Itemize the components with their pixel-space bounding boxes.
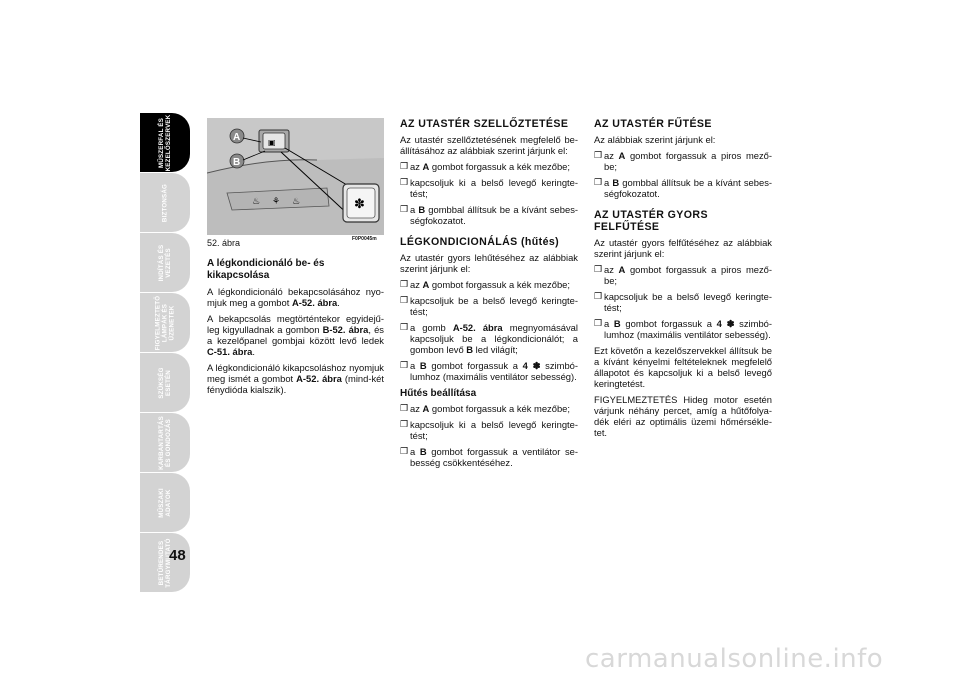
paragraph: Az alábbiak szerint járjunk el: — [594, 134, 716, 145]
tab-karbantartas[interactable] — [140, 413, 190, 472]
svg-text:B: B — [233, 157, 241, 168]
section-heading: Hűtés beállítása — [400, 388, 477, 399]
list-item: ❒ a B gombot forgassuk a 4 ✽ szimbó-lumhoz (maximális ventilátor sebesség). — [400, 360, 578, 382]
tab-label: MŰSZAKI ADATOK — [158, 487, 172, 518]
checkbox-bullet-icon: ❒ — [400, 419, 409, 429]
checkbox-bullet-icon: ❒ — [400, 204, 409, 214]
checkbox-bullet-icon: ❒ — [594, 291, 603, 301]
section-heading: AZ UTASTÉR FŰTÉSE — [594, 118, 712, 130]
list-item: ❒ kapcsoljuk be a belső levegő keringte-tést; — [400, 295, 578, 317]
watermark: carmanualsonline.info — [585, 644, 884, 674]
tab-biztonsag[interactable] — [140, 173, 190, 232]
paragraph: Az utastér gyors lehűtéséhez az alábbiak szerint járjunk el: — [400, 252, 578, 274]
paragraph: Az utastér gyors felfűtéséhez az alábbiak szerint járjunk el: — [594, 237, 772, 259]
tab-muszerfal[interactable] — [140, 113, 190, 172]
checkbox-bullet-icon: ❒ — [400, 446, 409, 456]
chapter-tabs — [140, 113, 190, 593]
tab-label: INDÍTÁS ÉS VEZETÉS — [158, 244, 172, 281]
paragraph: Az utastér szellőztetésének megfelelő be-állításához az alábbiak szerint járjunk el: — [400, 134, 578, 156]
checkbox-bullet-icon: ❒ — [594, 177, 603, 187]
tab-szukseg[interactable] — [140, 353, 190, 412]
tab-inditas[interactable] — [140, 233, 190, 292]
paragraph: Ezt követőn a kezelőszervekkel állítsuk be a kívánt kényelmi feltételeknek megfelelő állapotot és kapcsoljuk ki a belső levegő keringtetést. — [594, 345, 772, 389]
list-item: ❒ az A gombot forgassuk a piros mező-be; — [594, 264, 772, 286]
figure-caption: 52. ábra — [207, 238, 241, 248]
paragraph: A légkondicionáló bekapcsolásához nyo-mjuk meg a gombot A-52. ábra. — [207, 286, 384, 308]
svg-text:♨: ♨ — [292, 197, 301, 207]
list-item: ❒ kapcsoljuk be a belső levegő keringte-tést; — [594, 291, 772, 313]
tab-muszaki[interactable] — [140, 473, 190, 532]
list-item: ❒ a B gombbal állítsuk be a kívánt sebes-ségfokozatot. — [400, 204, 578, 226]
checkbox-bullet-icon: ❒ — [400, 177, 409, 187]
paragraph: A légkondicionáló kikapcsoláshoz nyomjuk meg ismét a gombot A-52. ábra (mind-két fénydióda kialszik). — [207, 362, 384, 395]
tab-figyelmezteto[interactable] — [140, 293, 190, 352]
column-2 — [400, 118, 578, 473]
checkbox-bullet-icon: ❒ — [400, 322, 409, 332]
checkbox-bullet-icon: ❒ — [594, 264, 603, 274]
svg-text:▣: ▣ — [268, 138, 276, 147]
tab-label: MŰSZERFAL ÉS KEZELŐSZERVEK — [158, 114, 172, 171]
list-item: ❒ a B gombbal állítsuk be a kívánt sebes-ségfokozatot. — [594, 177, 772, 199]
checkbox-bullet-icon: ❒ — [594, 318, 603, 328]
page-number: 48 — [169, 547, 186, 564]
section-heading: LÉGKONDICIONÁLÁS (hűtés) — [400, 236, 560, 248]
paragraph: A bekapcsolás megtörténtekor egyidejű-leg kigyulladnak a gombon B-52. ábra, és a kezelőpanel gombjai között levő ledek C-51. ábra. — [207, 313, 384, 357]
list-item: ❒ a gomb A-52. ábra megnyomásával kapcsoljuk be a légkondicionálót; a gombon levő B led világít; — [400, 322, 578, 355]
svg-text:⚘: ⚘ — [272, 197, 281, 207]
section-heading: A légkondicionáló be- és kikapcsolása — [207, 258, 325, 281]
list-item: ❒ a B gombot forgassuk a 4 ✽ szimbó-lumhoz (maximális ventilátor sebesség). — [594, 318, 772, 340]
list-item: ❒ kapcsoljuk ki a belső levegő keringte-tést; — [400, 419, 578, 441]
list-item: ❒ az A gombot forgassuk a kék mezőbe; — [400, 279, 570, 290]
tab-label: BETŰRENDES TÁRGYMUTATÓ — [158, 537, 172, 588]
checkbox-bullet-icon: ❒ — [400, 279, 409, 289]
section-heading: AZ UTASTÉR SZELLŐZTETÉSE — [400, 118, 569, 130]
svg-text:♨: ♨ — [252, 197, 261, 207]
checkbox-bullet-icon: ❒ — [400, 360, 409, 370]
svg-text:✽: ✽ — [354, 197, 365, 212]
fan-icon: ✽ — [532, 360, 541, 371]
checkbox-bullet-icon: ❒ — [400, 403, 409, 413]
figure-code: F0P0045m — [352, 236, 377, 242]
checkbox-bullet-icon: ❒ — [594, 150, 603, 160]
list-item: ❒ az A gombot forgassuk a kék mezőbe; — [400, 403, 570, 414]
fan-icon: ✽ — [726, 318, 735, 329]
column-1 — [207, 258, 384, 400]
tab-label: KARBANTARTÁS ÉS GONDOZÁS — [158, 415, 172, 470]
checkbox-bullet-icon: ❒ — [400, 295, 409, 305]
tab-label: SZÜKSÉG ESETÉN — [158, 366, 172, 399]
figure-52 — [207, 118, 384, 235]
column-3 — [594, 118, 772, 443]
paragraph: FIGYELMEZTETÉS Hideg motor esetén várjunk néhány percet, amíg a hűtőfolya-dék eléri az optimális üzemi hőmérsékle-tet. — [594, 394, 772, 438]
section-heading: AZ UTASTÉR GYORS FELFŰTÉSE — [594, 209, 708, 233]
dashboard-illustration — [207, 118, 384, 235]
list-item: ❒ a B gombot forgassuk a ventilátor se-besség csökkentéséhez. — [400, 446, 578, 468]
tab-label: FIGYELMEZTETŐ LÁMPÁK ÉS ÜZENETEK — [154, 295, 176, 350]
list-item: ❒ az A gombot forgassuk a piros mező-be; — [594, 150, 772, 172]
list-item: ❒ kapcsoljuk ki a belső levegő keringte-tést; — [400, 177, 578, 199]
tab-label: BIZTONSÁG — [161, 183, 169, 222]
checkbox-bullet-icon: ❒ — [400, 161, 409, 171]
svg-text:A: A — [233, 132, 241, 143]
list-item: ❒ az A gombot forgassuk a kék mezőbe; — [400, 161, 570, 172]
